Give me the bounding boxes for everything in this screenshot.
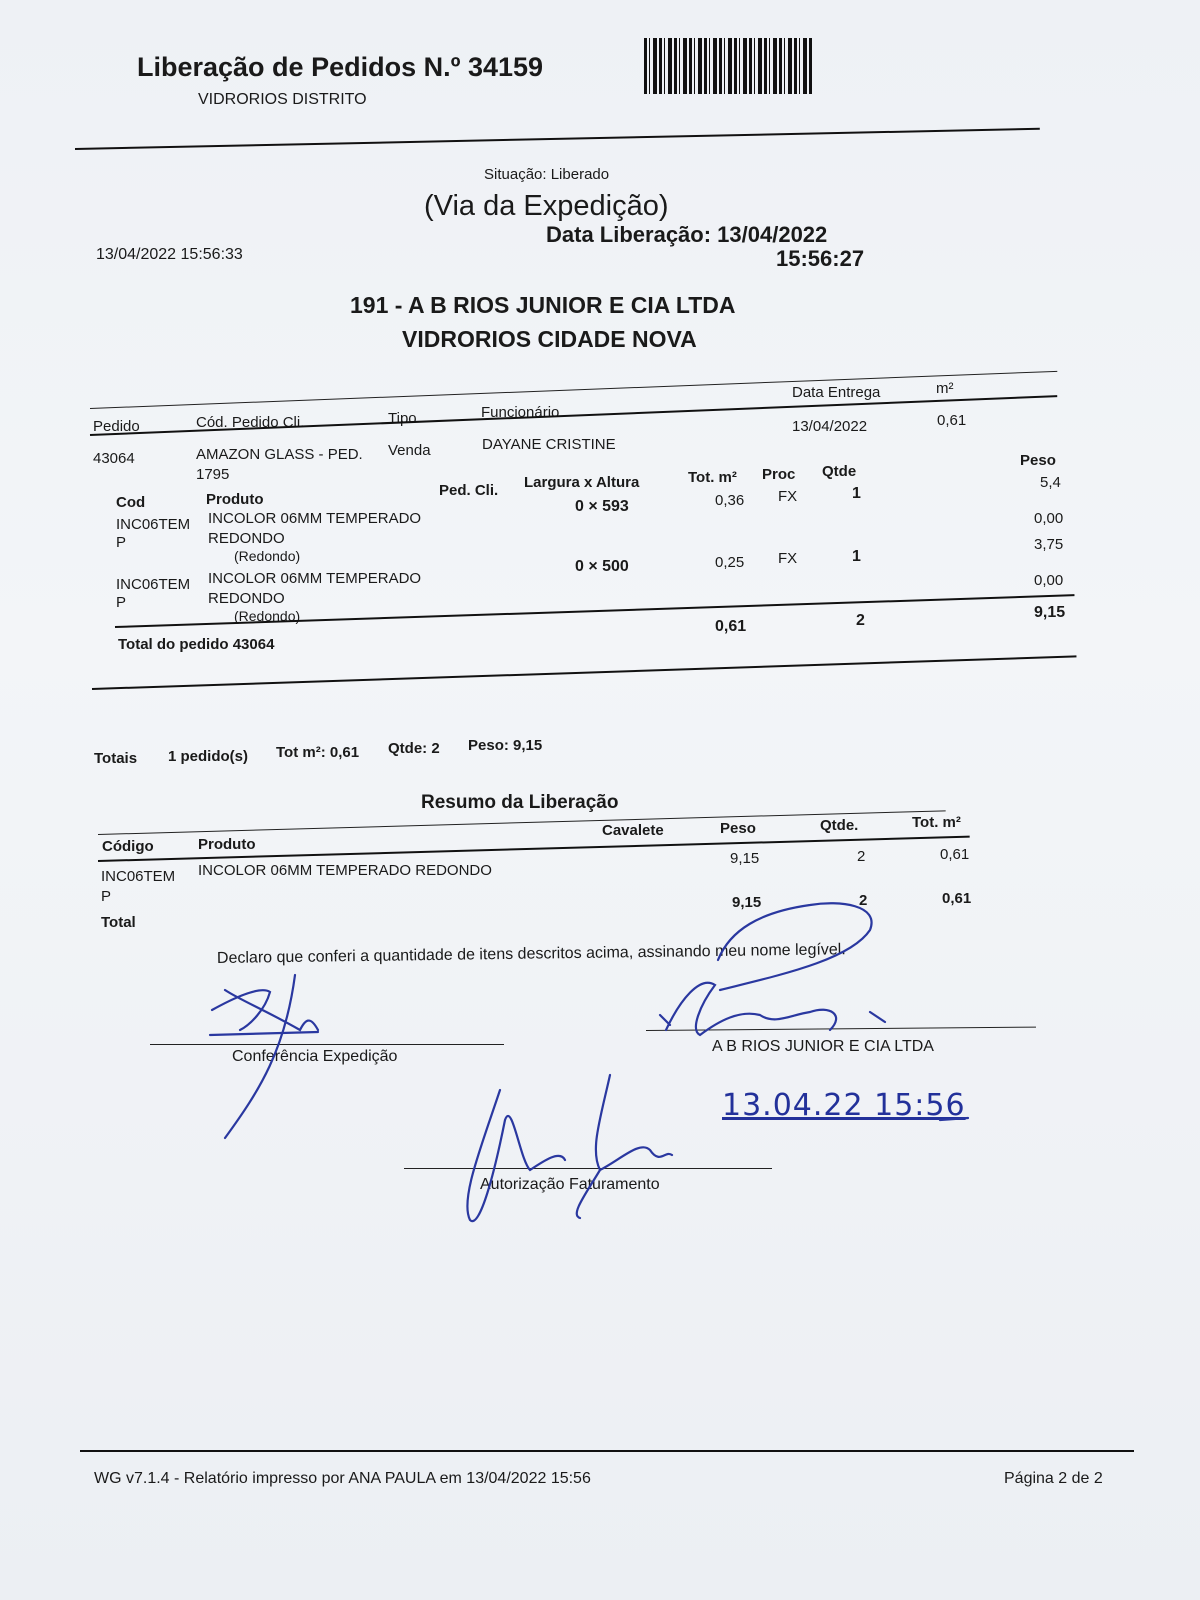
divider [90, 371, 1057, 409]
summary-row-peso: 9,15 [730, 850, 760, 867]
signature-line [646, 1027, 1036, 1031]
summary-total-label: Total [101, 914, 136, 931]
items-col-ped-cli: Ped. Cli. [439, 482, 499, 499]
order-client-code-2: 1795 [196, 466, 230, 483]
divider [80, 1450, 1134, 1452]
col-tipo: Tipo [388, 410, 417, 427]
totals-peso: Peso: 9,15 [468, 737, 543, 754]
signature-label-conferencia: Conferência Expedição [232, 1048, 398, 1065]
col-funcionario: Funcionário [481, 404, 560, 421]
item-product-3: (Redondo) [234, 548, 301, 564]
summary-col-codigo: Código [102, 838, 154, 855]
signature-autorizacao [467, 1075, 672, 1221]
item-product-3: (Redondo) [234, 608, 301, 624]
client-name: 191 - A B RIOS JUNIOR E CIA LTDA [350, 292, 736, 318]
items-col-peso: Peso [1020, 452, 1056, 469]
item-product-2: REDONDO [208, 590, 285, 607]
signature-label-autorizacao: Autorização Faturamento [480, 1176, 660, 1193]
company-name: VIDRORIOS DISTRITO [198, 91, 367, 108]
signature-client [666, 903, 872, 1035]
item-product: INCOLOR 06MM TEMPERADO [208, 510, 422, 527]
summary-total-tot-m2: 0,61 [942, 890, 972, 907]
order-employee: DAYANE CRISTINE [482, 436, 616, 453]
item-dimensions: 0 × 593 [575, 498, 629, 515]
item-proc: FX [778, 488, 798, 505]
summary-row-code: INC06TEM [101, 868, 176, 885]
item-code-2: P [116, 594, 127, 611]
order-type: Venda [388, 442, 431, 459]
items-col-tot-m2: Tot. m² [688, 469, 737, 486]
items-col-proc: Proc [762, 466, 796, 483]
handwritten-date: 13.04.22 15:56 [722, 1088, 966, 1123]
divider [92, 655, 1077, 690]
summary-total-peso: 9,15 [732, 894, 762, 911]
item-qtde: 1 [852, 548, 861, 565]
release-date: Data Liberação: 13/04/2022 [546, 222, 828, 247]
divider [75, 128, 1040, 150]
order-client-code: AMAZON GLASS - PED. [196, 446, 363, 463]
summary-total-qtde: 2 [859, 892, 868, 909]
printed-timestamp: 13/04/2022 15:56:33 [96, 246, 243, 263]
item-peso: 3,75 [1034, 536, 1064, 553]
summary-col-qtde: Qtde. [820, 817, 859, 834]
totals-pedidos: 1 pedido(s) [168, 748, 249, 765]
item-code: INC06TEM [116, 576, 191, 593]
summary-row-qtde: 2 [857, 848, 866, 865]
summary-col-tot-m2: Tot. m² [912, 814, 961, 831]
status-text: Situação: Liberado [484, 166, 610, 183]
item-code-2: P [116, 534, 127, 551]
item-code: INC06TEM [116, 516, 191, 533]
copy-type: (Via da Expedição) [424, 190, 669, 222]
item-qtde: 1 [852, 485, 861, 502]
signature-line [150, 1044, 504, 1045]
signature-line [404, 1168, 772, 1169]
footer-printed-by: WG v7.1.4 - Relatório impresso por ANA PAULA em 13/04/2022 15:56 [94, 1470, 591, 1487]
summary-title: Resumo da Liberação [421, 792, 619, 813]
col-data-entrega: Data Entrega [792, 384, 881, 401]
item-peso-2: 0,00 [1034, 572, 1064, 589]
document-title: Liberação de Pedidos N.º 34159 [137, 52, 544, 82]
declaration-text: Declaro que conferi a quantidade de itens descritos acima, assinando meu nome legível. [216, 941, 846, 967]
order-number: 43064 [93, 450, 135, 467]
item-peso: 5,4 [1040, 474, 1061, 491]
item-tot-m2: 0,25 [715, 554, 745, 571]
items-col-cod: Cod [116, 494, 146, 511]
order-total-m2: 0,61 [715, 618, 747, 635]
release-time: 15:56:27 [776, 246, 865, 271]
order-total-peso: 9,15 [1034, 604, 1066, 621]
order-delivery-date: 13/04/2022 [792, 418, 868, 435]
order-total-qtde: 2 [856, 612, 865, 629]
summary-col-cavalete: Cavalete [602, 822, 664, 839]
order-m2: 0,61 [937, 412, 967, 429]
totals-qtde: Qtde: 2 [388, 740, 440, 757]
barcode-icon [644, 38, 812, 94]
summary-col-peso: Peso [720, 820, 756, 837]
totals-m2: Tot m²: 0,61 [276, 744, 360, 761]
order-total-label: Total do pedido 43064 [118, 636, 275, 653]
item-product-2: REDONDO [208, 530, 285, 547]
item-dimensions: 0 × 500 [575, 558, 629, 575]
col-cod-pedido-cli: Cód. Pedido Cli. [196, 414, 305, 431]
summary-col-produto: Produto [198, 836, 256, 853]
item-peso-2: 0,00 [1034, 510, 1064, 527]
item-proc: FX [778, 550, 798, 567]
item-tot-m2: 0,36 [715, 492, 745, 509]
items-col-qtde: Qtde [822, 463, 857, 480]
summary-row-product: INCOLOR 06MM TEMPERADO REDONDO [198, 862, 492, 879]
items-col-produto: Produto [206, 491, 264, 508]
client-store: VIDRORIOS CIDADE NOVA [402, 326, 697, 352]
divider [98, 810, 946, 835]
item-product: INCOLOR 06MM TEMPERADO [208, 570, 422, 587]
page-number: Página 2 de 2 [1004, 1470, 1103, 1487]
items-col-dimensions: Largura x Altura [524, 474, 640, 491]
summary-row-code-2: P [101, 888, 112, 905]
signature-label-client: A B RIOS JUNIOR E CIA LTDA [712, 1038, 934, 1055]
summary-row-tot-m2: 0,61 [940, 846, 970, 863]
col-pedido: Pedido [93, 418, 140, 435]
col-m2: m² [936, 380, 954, 397]
totals-label: Totais [94, 750, 138, 767]
